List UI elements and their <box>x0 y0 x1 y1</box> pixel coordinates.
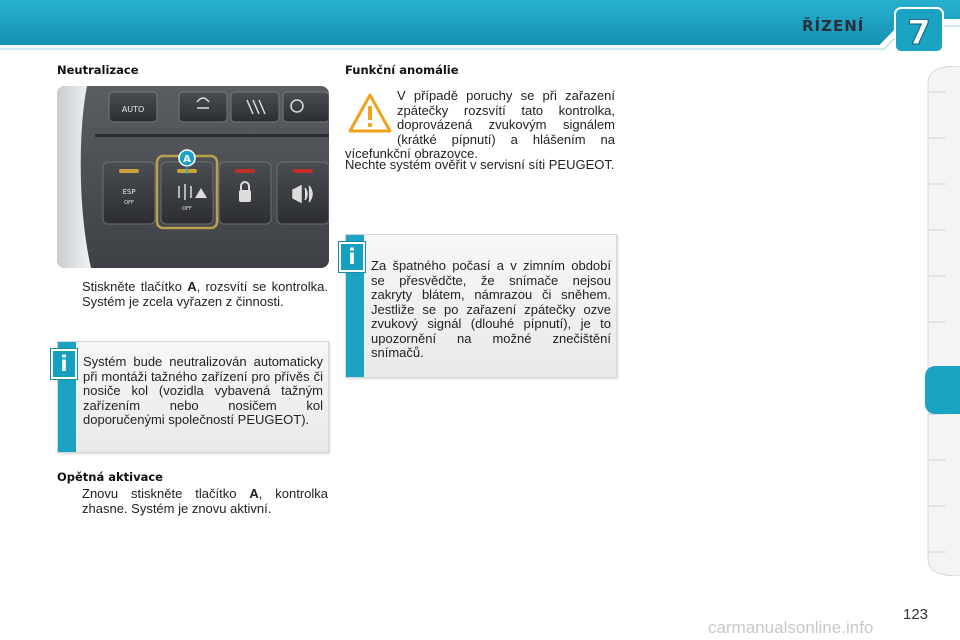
chapter-tabs <box>926 66 960 576</box>
info-text-towing: Systém bude neutralizován automaticky při montáži tažného zařízení pro přívěs či nosiče kol (vozidla vybavená tažným zařízením nebo nosičem kol doporučenými společností PEUGEOT). <box>83 354 323 427</box>
service-text: Nechte systém ověřit v servisní síti PEUGEOT. <box>345 157 615 172</box>
info-icon: i <box>339 242 365 272</box>
bullet-text-pre: Stiskněte tlačítko <box>82 279 188 294</box>
chapter-number: 7 <box>907 13 931 53</box>
chapter-title: ŘÍZENÍ <box>802 17 865 35</box>
watermark: carmanualsonline.info <box>708 618 874 637</box>
info-icon: i <box>51 349 77 379</box>
press-button-instruction <box>60 280 328 328</box>
chapter-tab-active[interactable] <box>925 366 960 414</box>
bullet-text-pre: Znovu stiskněte tlačítko <box>82 486 250 501</box>
neutralization-title: Neutralizace <box>57 63 139 77</box>
bullet-text <box>82 280 328 309</box>
off-label: OFF <box>182 206 192 212</box>
warning-icon-space <box>345 89 397 147</box>
marker-a-label: A <box>183 154 191 165</box>
control-panel-photo <box>57 86 329 268</box>
malfunction-paragraph: V případě poruchy se při zařazení zpátečky rozsvítí tato kontrolka, doprovázená zvukovým signálem (krátké pípnutí) a hlášením na vícefunkční obrazovce. <box>345 88 615 161</box>
reactivation-title: Opětná aktivace <box>57 470 163 484</box>
esp-off-label: OFF <box>124 200 134 206</box>
bullet-text-post: , rozsvítí se kontrolka. Systém je zcela vyřazen z činnosti. <box>82 279 328 309</box>
reactivate-instruction <box>60 487 328 519</box>
bullet-key-a: A <box>187 279 197 294</box>
info-box-towing <box>57 341 329 453</box>
malfunction-title: Funkční anomálie <box>345 63 459 77</box>
auto-button-label: AUTO <box>121 105 145 114</box>
bullet-text <box>82 487 328 516</box>
page-number: 123 <box>903 606 929 623</box>
info-text-sensors: Za špatného počasí a v zimním období se přesvědčte, že snímače nejsou zakryty blátem, námrazou či sněhem. Jestliže se po zařazení zpátečky ozve zvukový signál (dlouhé pípnutí), je to upozornění na možné znečištění snímačů. <box>371 258 611 360</box>
info-box-sensors <box>345 234 617 378</box>
bullet-text-post: , kontrolka zhasne. Systém je znovu aktivní. <box>82 486 328 516</box>
esp-button-label: ESP <box>122 188 136 196</box>
bullet-key-a: A <box>249 486 259 501</box>
chapter-number-badge <box>893 6 945 54</box>
malfunction-text <box>345 89 615 161</box>
